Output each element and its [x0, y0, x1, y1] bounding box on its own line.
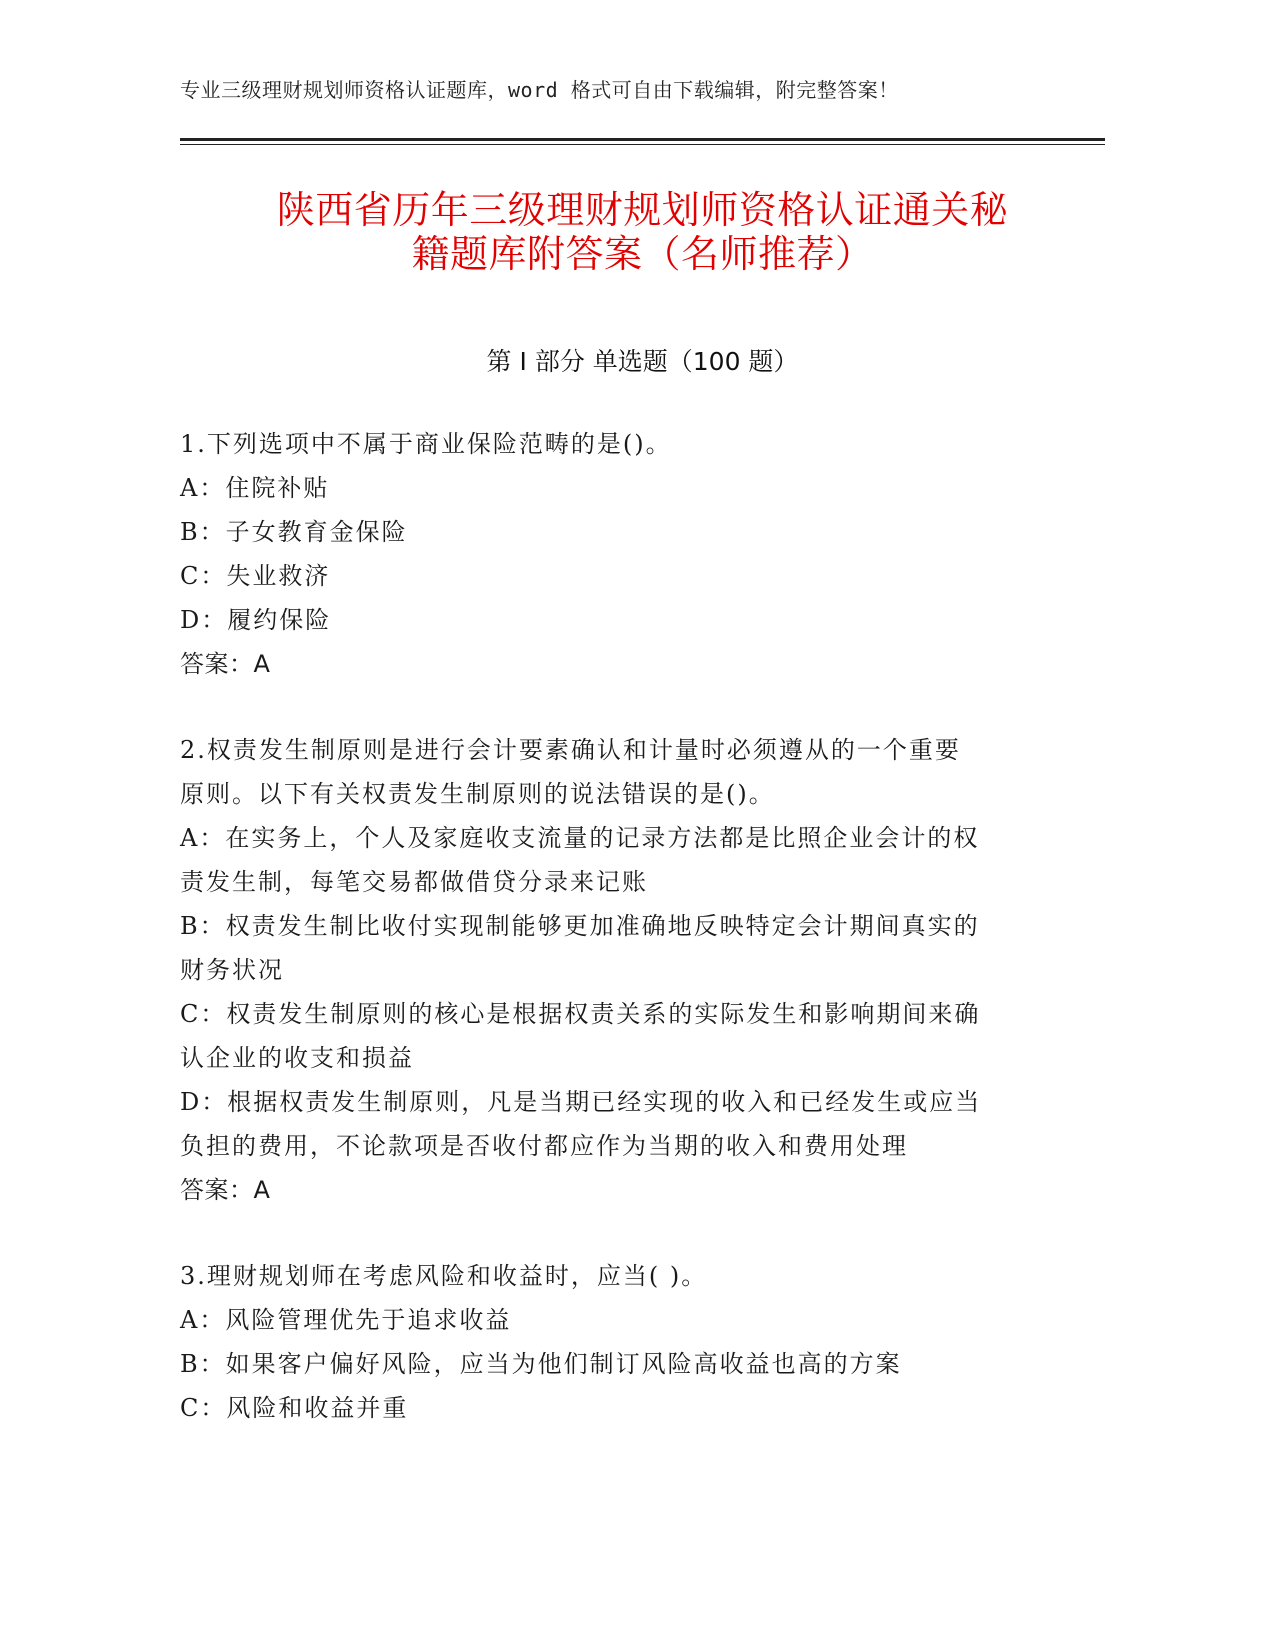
document-title-line-1: 陕西省历年三级理财规划师资格认证通关秘	[276, 188, 1009, 232]
section-title: 第 I 部分 单选题（100 题）	[486, 347, 799, 376]
question-1-stem: 1.下列选项中不属于商业保险范畴的是()。	[180, 430, 672, 458]
question-2-stem-line-1: 2.权责发生制原则是进行会计要素确认和计量时必须遵从的一个重要	[180, 736, 961, 764]
question-2-option-a-line-1: A：在实务上，个人及家庭收支流量的记录方法都是比照企业会计的权	[180, 824, 980, 852]
question-list	[180, 422, 1030, 1472]
question-3-option-b: B：如果客户偏好风险，应当为他们制订风险高收益也高的方案	[180, 1350, 902, 1378]
question-2-option-c-line-2: 认企业的收支和损益	[180, 1044, 414, 1072]
header-divider-thin	[180, 144, 1105, 145]
question-1-answer: 答案：A	[180, 650, 271, 678]
document-title-line-2: 籍题库附答案（名师推荐）	[411, 232, 874, 276]
question-3-option-a: A：风险管理优先于追求收益	[180, 1306, 512, 1334]
question-2-option-a-line-2: 责发生制，每笔交易都做借贷分录来记账	[180, 868, 648, 896]
question-1-option-d: D：履约保险	[180, 606, 332, 634]
question-3-option-c: C：风险和收益并重	[180, 1394, 409, 1422]
question-3-stem: 3.理财规划师在考虑风险和收益时，应当( )。	[180, 1262, 708, 1290]
question-2	[180, 728, 1030, 1212]
question-1-option-c: C：失业救济	[180, 562, 331, 590]
question-2-stem-line-2: 原则。以下有关权责发生制原则的说法错误的是()。	[180, 780, 775, 808]
header-note: 专业三级理财规划师资格认证题库，word 格式可自由下载编辑，附完整答案！	[180, 78, 899, 102]
question-1-option-a: A：住院补贴	[180, 474, 330, 502]
question-2-option-b-line-2: 财务状况	[180, 956, 284, 984]
question-2-option-d-line-2: 负担的费用，不论款项是否收付都应作为当期的收入和费用处理	[180, 1132, 908, 1160]
header-divider-thick	[180, 138, 1105, 141]
question-1-option-b: B：子女教育金保险	[180, 518, 408, 546]
document-title	[180, 188, 1105, 276]
question-2-option-c-line-1: C：权责发生制原则的核心是根据权责关系的实际发生和影响期间来确	[180, 1000, 981, 1028]
question-1	[180, 422, 1030, 686]
question-2-answer: 答案：A	[180, 1176, 271, 1204]
question-2-option-d-line-1: D：根据权责发生制原则，凡是当期已经实现的收入和已经发生或应当	[180, 1088, 982, 1116]
question-3	[180, 1254, 1030, 1430]
question-2-option-b-line-1: B：权责发生制比收付实现制能够更加准确地反映特定会计期间真实的	[180, 912, 980, 940]
